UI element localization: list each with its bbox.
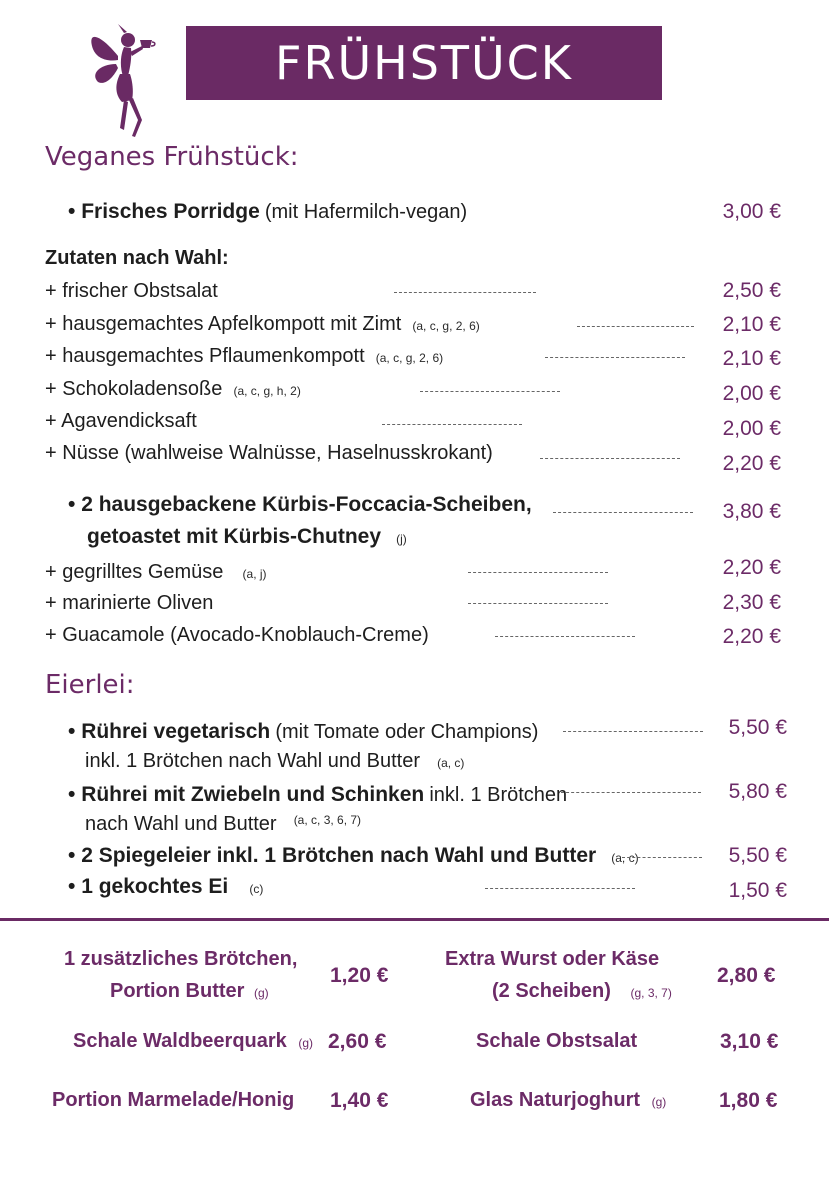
section-divider (0, 918, 829, 921)
footer-price: 1,80 € (719, 1089, 778, 1112)
list-item: + Guacamole (Avocado-Knoblauch-Creme) (45, 624, 429, 646)
item-allergen: (g) (298, 1036, 314, 1050)
item-allergen: (a, c) (611, 851, 639, 865)
dotted-leader (394, 292, 536, 293)
footer-item (73, 1030, 313, 1053)
list-item: + gegrilltes Gemüse (a, j) (45, 561, 267, 583)
extras-title: Zutaten nach Wahl: (45, 247, 229, 269)
item-name: • Frisches Porridge (68, 200, 260, 223)
footer-item-line1: Extra Wurst oder Käse (445, 948, 660, 970)
dotted-leader (553, 512, 693, 513)
dotted-leader (561, 792, 701, 793)
footer-item (52, 1089, 294, 1112)
dotted-leader (545, 357, 685, 358)
item-name: Guacamole (Avocado-Knoblauch-Creme) (62, 624, 429, 646)
dotted-leader (563, 731, 703, 732)
item-name: Schale Waldbeerquark (73, 1030, 287, 1052)
list-item: + Schokoladensoße (a, c, g, h, 2) (45, 378, 301, 400)
item-name: getoastet mit Kürbis-Chutney (87, 525, 382, 548)
item-name: hausgemachtes Apfelkompott mit Zimt (62, 313, 402, 335)
item-price: 2,20 € (722, 452, 781, 475)
item-name: Portion Marmelade/Honig (52, 1089, 295, 1111)
fairy-logo-icon (80, 16, 170, 142)
list-item: + Nüsse (wahlweise Walnüsse, Haselnusskrokant) (45, 442, 493, 464)
item-name: (2 Scheiben) (492, 980, 611, 1002)
item-allergen: (g) (651, 1095, 667, 1109)
dotted-leader (577, 326, 694, 327)
item-price: 2,30 € (722, 591, 781, 614)
item-allergen: (a, c, g, 2, 6) (412, 319, 480, 333)
item-allergen: (a, c, g, h, 2) (233, 384, 301, 398)
list-item: + marinierte Oliven (45, 592, 214, 614)
menu-item-egg (68, 783, 567, 807)
section-title-eggs: Eierlei: (45, 670, 135, 700)
item-allergen: (c) (249, 882, 264, 896)
price-porridge: 3,00 € (722, 200, 781, 223)
menu-item-porridge (68, 200, 467, 224)
item-price: 2,20 € (722, 625, 781, 648)
dotted-leader (485, 888, 635, 889)
menu-item-egg (68, 720, 538, 744)
list-item: + Agavendicksaft (45, 410, 197, 432)
item-price: 5,50 € (728, 716, 787, 739)
item-allergen: (j) (396, 532, 407, 546)
item-name: Glas Naturjoghurt (470, 1089, 641, 1111)
footer-item-line2 (492, 980, 672, 1003)
item-name: Portion Butter (110, 980, 245, 1002)
item-name: Schale Obstsalat (476, 1030, 638, 1052)
item-price: 2,20 € (722, 556, 781, 579)
price-foccacia: 3,80 € (722, 500, 781, 523)
page-title: FRÜHSTÜCK (275, 36, 573, 90)
page-title-banner (186, 26, 662, 100)
footer-price: 2,60 € (328, 1030, 387, 1053)
list-item: + hausgemachtes Apfelkompott mit Zimt (a, c, g, 2, 6) (45, 313, 480, 335)
item-price: 2,50 € (722, 279, 781, 302)
item-allergen: (a, c, 3, 6, 7) (293, 813, 362, 827)
dotted-leader (540, 458, 680, 459)
item-name: • 1 gekochtes Ei (68, 875, 228, 898)
item-allergen: (g, 3, 7) (630, 986, 672, 1000)
item-price: 2,00 € (722, 417, 781, 440)
item-allergen: (a, c, g, 2, 6) (375, 351, 444, 365)
footer-item-line2 (110, 980, 269, 1003)
item-desc: nach Wahl und Butter (85, 813, 277, 835)
dotted-leader (382, 424, 522, 425)
list-item: + hausgemachtes Pflaumenkompott (a, c, g, 2, 6) (45, 345, 444, 367)
menu-item-egg (68, 844, 639, 868)
menu-item-foccacia: • 2 hausgebackene Kürbis-Foccacia-Scheiben, (68, 493, 532, 517)
menu-item-egg-line2 (85, 813, 361, 836)
list-item: + frischer Obstsalat (45, 280, 218, 302)
menu-item-foccacia-line2 (87, 525, 407, 549)
section-title-vegan: Veganes Frühstück: (45, 142, 299, 172)
menu-item-egg (68, 875, 263, 899)
item-name: Nüsse (wahlweise Walnüsse, Haselnusskrokant) (62, 442, 493, 464)
dotted-leader (495, 636, 635, 637)
footer-price: 1,20 € (330, 964, 389, 987)
item-price: 2,10 € (722, 313, 781, 336)
item-name: • Rührei mit Zwiebeln und Schinken (68, 783, 424, 806)
item-price: 1,50 € (728, 879, 787, 902)
footer-price: 1,40 € (330, 1089, 389, 1112)
footer-price: 3,10 € (720, 1030, 779, 1053)
dotted-leader (468, 572, 608, 573)
item-price: 5,80 € (728, 780, 787, 803)
item-allergen: (a, j) (242, 567, 267, 581)
item-desc: (mit Hafermilch-vegan) (264, 201, 468, 223)
item-name: marinierte Oliven (62, 592, 214, 614)
item-allergen: (g) (254, 986, 269, 1000)
item-name: gegrilltes Gemüse (62, 561, 224, 583)
item-price: 2,10 € (722, 347, 781, 370)
item-name: hausgemachtes Pflaumenkompott (62, 345, 365, 367)
dotted-leader (420, 391, 560, 392)
item-name: • Rührei vegetarisch (68, 720, 270, 743)
item-name: Agavendicksaft (61, 410, 197, 432)
item-price: 5,50 € (728, 844, 787, 867)
dotted-leader (468, 603, 608, 604)
item-name: • 2 Spiegeleier inkl. 1 Brötchen nach Wahl und Butter (68, 844, 596, 867)
item-desc: (mit Tomate oder Champions) (275, 721, 539, 743)
item-desc: inkl. 1 Brötchen nach Wahl und Butter (85, 750, 420, 772)
footer-item-line1: 1 zusätzliches Brötchen, (64, 948, 298, 970)
footer-item (476, 1030, 637, 1053)
item-allergen: (a, c) (437, 756, 465, 770)
footer-price: 2,80 € (717, 964, 776, 987)
footer-item (470, 1089, 666, 1112)
item-name: Schokoladensoße (62, 378, 223, 400)
dotted-leader (622, 857, 702, 858)
item-name: frischer Obstsalat (62, 280, 218, 302)
menu-item-egg-line2 (85, 750, 464, 773)
item-desc: inkl. 1 Brötchen (429, 784, 568, 806)
item-price: 2,00 € (722, 382, 781, 405)
